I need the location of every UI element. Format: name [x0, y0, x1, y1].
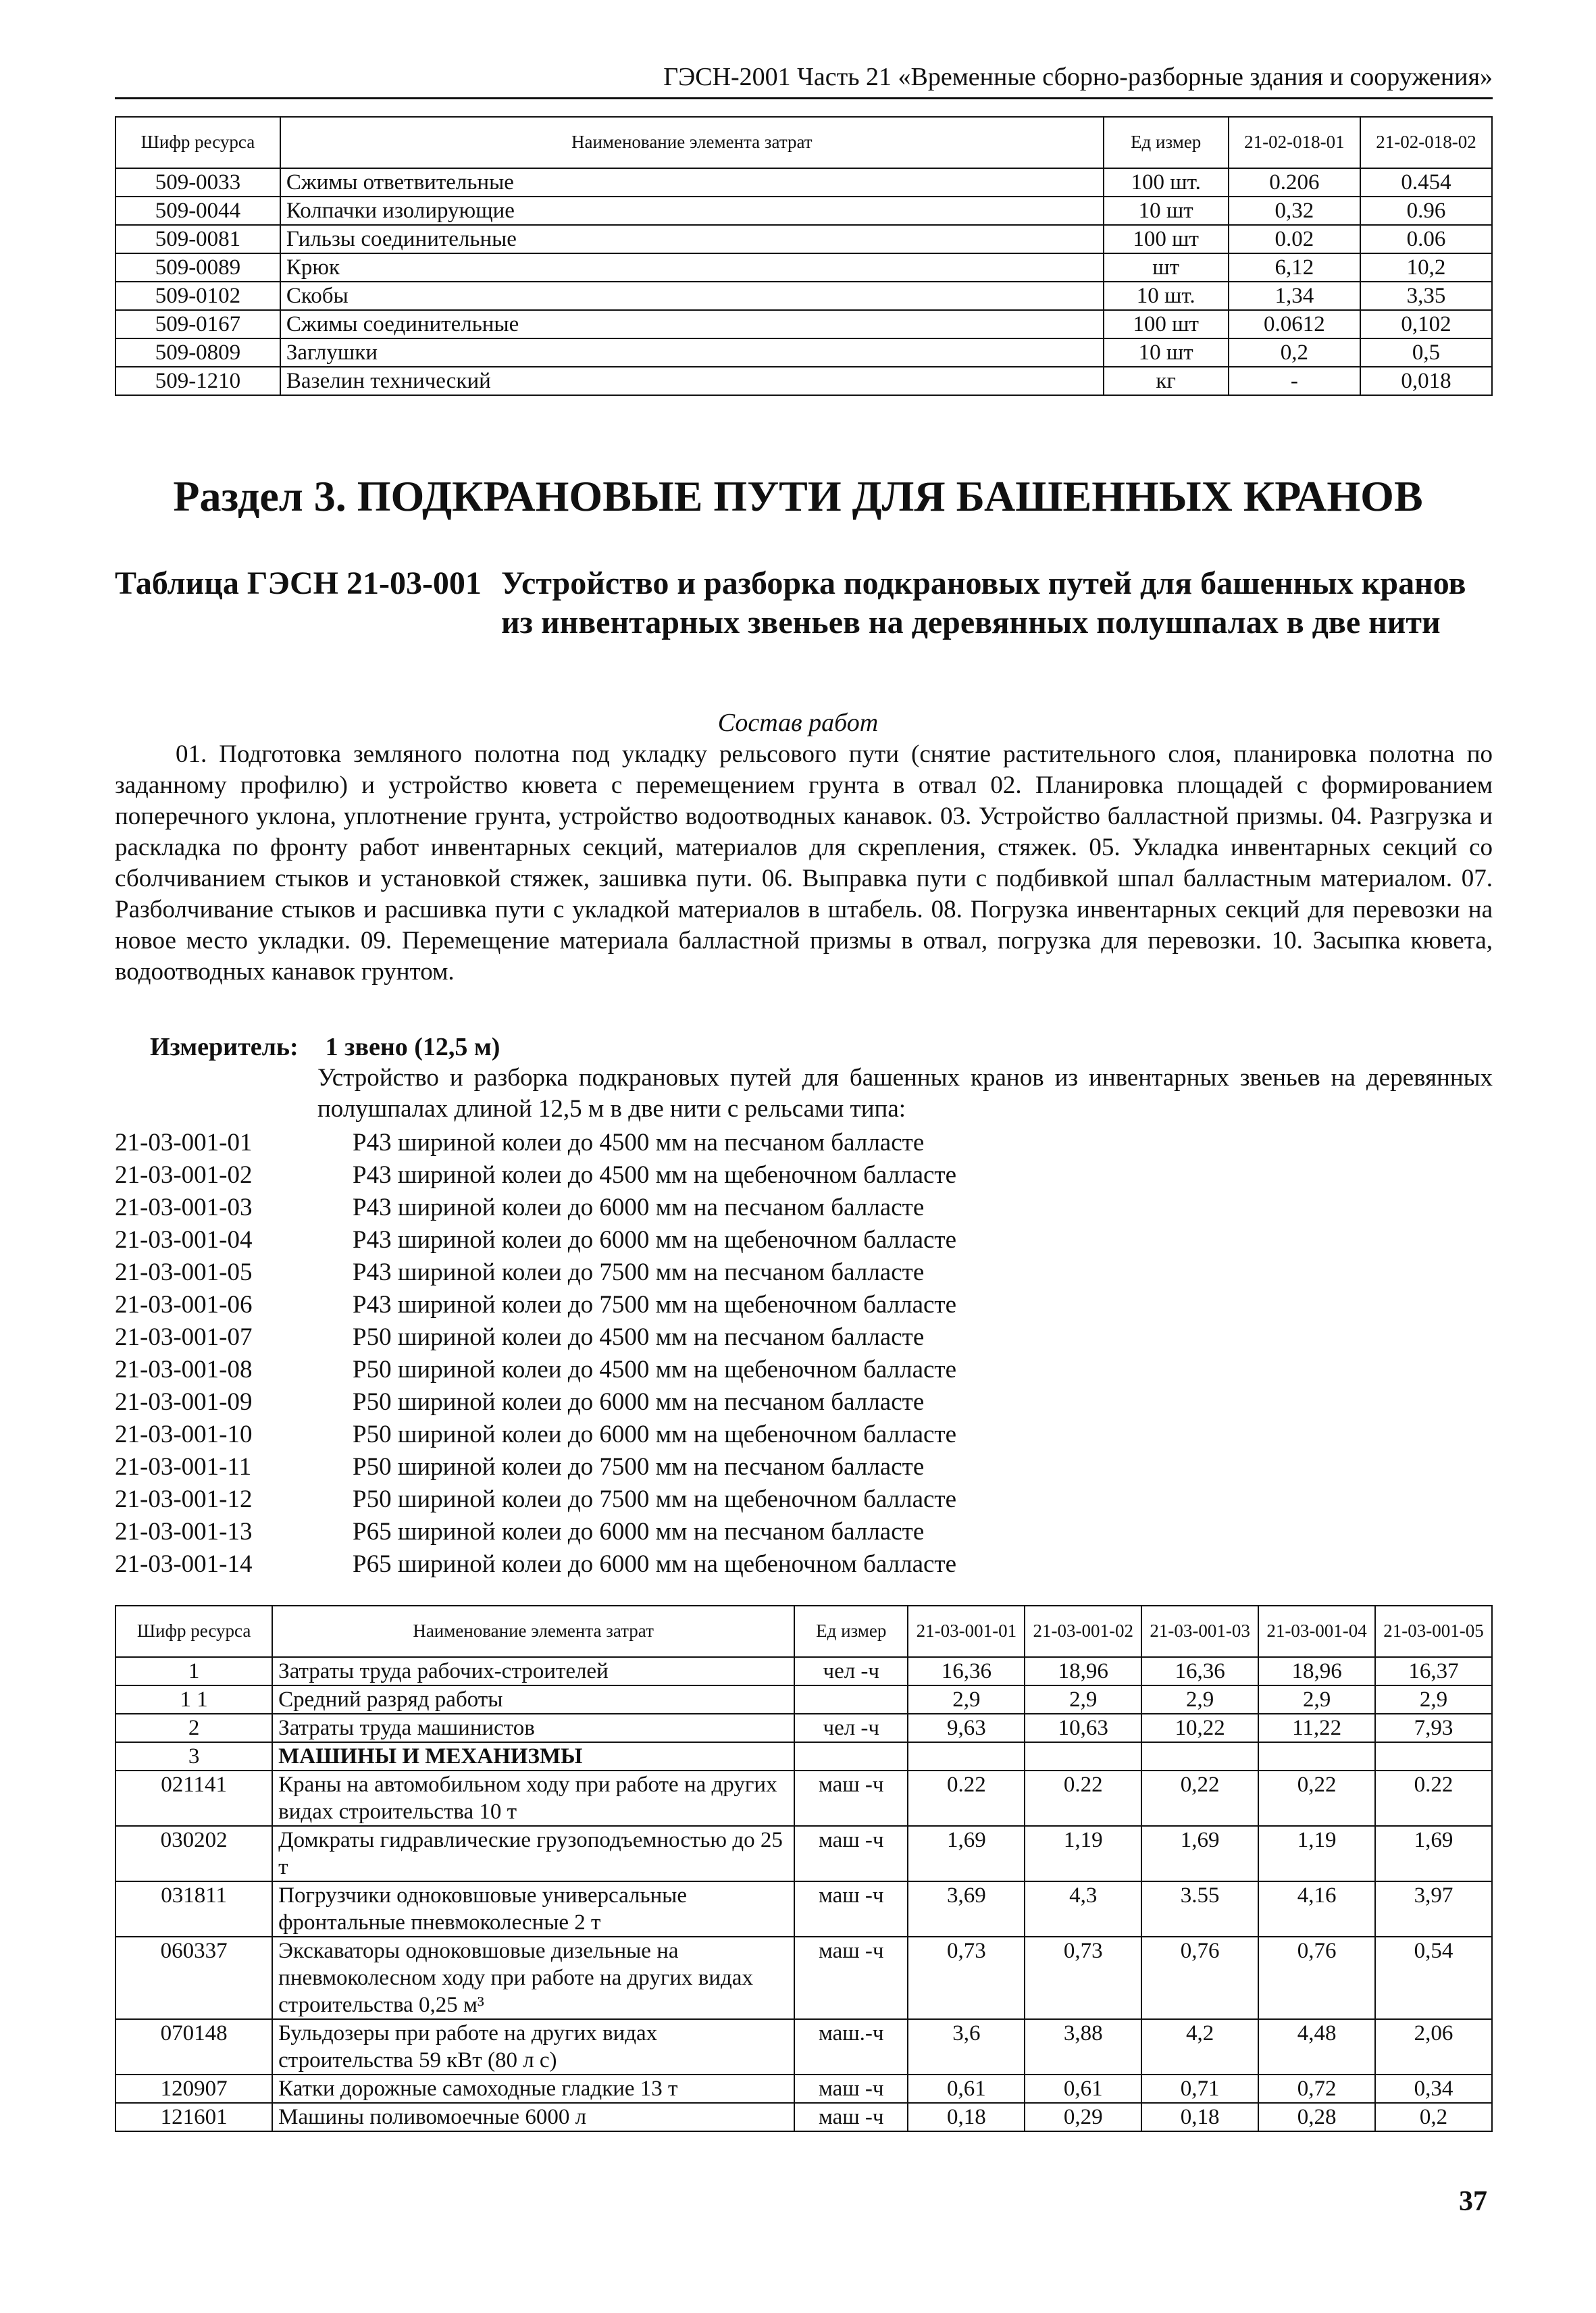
- cell-value: 0,22: [1141, 1771, 1258, 1826]
- cell-value: 2,9: [908, 1685, 1025, 1714]
- cell-name: Экскаваторы одноковшовые дизельные на пневмоколесном ходу при работе на других видах строительства 0,25 м³: [272, 1937, 794, 2019]
- cell-code: 1 1: [115, 1685, 272, 1714]
- cell-name: Гильзы соединительные: [280, 225, 1104, 253]
- table-row: [115, 225, 1492, 253]
- norm-code: 21-03-001-07: [115, 1323, 253, 1351]
- cell-code: 509-0809: [115, 338, 280, 367]
- cell-value: 1,69: [1141, 1826, 1258, 1881]
- norm-code: 21-03-001-14: [115, 1550, 253, 1578]
- norm-code: 21-03-001-13: [115, 1518, 253, 1546]
- list-item: [115, 1451, 1493, 1483]
- cell-code: 120907: [115, 2075, 272, 2103]
- cell-name: Средний разряд работы: [272, 1685, 794, 1714]
- norm-code: 21-03-001-08: [115, 1356, 253, 1383]
- cell-unit: 100 шт: [1104, 225, 1229, 253]
- cell-value: [1141, 1742, 1258, 1771]
- cell-value: 7,93: [1375, 1714, 1492, 1742]
- norm-description: Р43 шириной колеи до 6000 мм на щебеночном балласте: [353, 1226, 957, 1254]
- cell-value: 10,2: [1360, 253, 1492, 282]
- list-item: [115, 1321, 1493, 1354]
- table-row: [115, 1742, 1492, 1771]
- list-item: [115, 1548, 1493, 1581]
- norm-description: Р43 шириной колеи до 4500 мм на щебеночном балласте: [353, 1161, 957, 1189]
- cell-value: 10,22: [1141, 1714, 1258, 1742]
- cell-unit: 100 шт: [1104, 310, 1229, 338]
- cell-unit: кг: [1104, 367, 1229, 395]
- cell-unit: чел -ч: [794, 1714, 908, 1742]
- norm-code: 21-03-001-01: [115, 1129, 253, 1156]
- cell-name: Бульдозеры при работе на других видах строительства 59 кВт (80 л с): [272, 2019, 794, 2075]
- list-item: [115, 1224, 1493, 1256]
- cell-name: Затраты труда машинистов: [272, 1714, 794, 1742]
- cell-value: 11,22: [1258, 1714, 1375, 1742]
- cell-code: 509-0102: [115, 282, 280, 310]
- cell-value: 0.96: [1360, 197, 1492, 225]
- cell-value: 18,96: [1025, 1657, 1141, 1685]
- cell-value: 0.22: [1025, 1771, 1141, 1826]
- cell-value: [1258, 1742, 1375, 1771]
- cell-unit: маш -ч: [794, 1937, 908, 2019]
- norm-description: Р50 шириной колеи до 4500 мм на песчаном балласте: [353, 1323, 925, 1351]
- cell-value: 3.55: [1141, 1881, 1258, 1937]
- cell-value: 4,16: [1258, 1881, 1375, 1937]
- norm-description: Р50 шириной колеи до 6000 мм на песчаном балласте: [353, 1388, 925, 1416]
- cell-value: 0.0612: [1229, 310, 1360, 338]
- table-row: [115, 168, 1492, 197]
- cell-value: 0,5: [1360, 338, 1492, 367]
- page-number: 37: [1459, 2186, 1487, 2217]
- cell-value: 0.06: [1360, 225, 1492, 253]
- cell-value: 0,2: [1375, 2103, 1492, 2131]
- running-header: ГЭСН-2001 Часть 21 «Временные сборно-разборные здания и сооружения»: [115, 62, 1493, 99]
- list-item: [115, 1256, 1493, 1289]
- meter-value: 1 звено (12,5 м): [325, 1033, 500, 1061]
- cell-code: 070148: [115, 2019, 272, 2075]
- table-row: [115, 1714, 1492, 1742]
- cell-value: 18,96: [1258, 1657, 1375, 1685]
- cell-unit: маш -ч: [794, 1881, 908, 1937]
- cell-code: 509-0033: [115, 168, 280, 197]
- cell-value: 3,97: [1375, 1881, 1492, 1937]
- cell-code: 509-0044: [115, 197, 280, 225]
- norm-description: Р50 шириной колеи до 7500 мм на песчаном балласте: [353, 1453, 925, 1481]
- norm-description: Р43 шириной колеи до 4500 мм на песчаном балласте: [353, 1129, 925, 1156]
- section-title: Раздел 3. ПОДКРАНОВЫЕ ПУТИ ДЛЯ БАШЕННЫХ КРАНОВ: [173, 472, 1423, 520]
- table-header-row: [115, 117, 1492, 168]
- cell-value: 0.22: [1375, 1771, 1492, 1826]
- works-text: 01. Подготовка земляного полотна под укладку рельсового пути (снятие растительного слоя, планировка полотна по заданному профилю) и устройство кювета с перемещением грунта в отвал 02. Планировка площадей с формированием поперечного уклона, уплотнение грунта, устройство водоотводных канавок. 03. Устройство балластной призмы. 04. Разгрузка и раскладка по фронту работ инвентарных секций, материалов для скрепления, стяжек. 05. Укладка инвентарных секций со сболчиванием стыков и установкой стяжек, зашивка пути. 06. Выправка пути с подбивкой шпал балластным материалом. 07. Разболчивание стыков и расшивка пути с укладкой материалов в штабель. 08. Погрузка инвентарных секций для перевозки на новое место укладки. 09. Перемещение материала балластной призмы в отвал, погрузка для перевозки. 10. Засыпка кювета, водоотводных канавок грунтом.: [115, 740, 1493, 986]
- table-row: [115, 282, 1492, 310]
- cell-value: 3,88: [1025, 2019, 1141, 2075]
- list-item: [115, 1354, 1493, 1386]
- cell-unit: маш -ч: [794, 1771, 908, 1826]
- cell-value: 1,34: [1229, 282, 1360, 310]
- cell-name: Катки дорожные самоходные гладкие 13 т: [272, 2075, 794, 2103]
- col-header-norm: 21-03-001-05: [1375, 1606, 1492, 1657]
- cell-unit: маш -ч: [794, 2075, 908, 2103]
- list-item: [115, 1289, 1493, 1321]
- norm-description: Р65 шириной колеи до 6000 мм на песчаном балласте: [353, 1518, 925, 1546]
- cell-value: 0,73: [1025, 1937, 1141, 2019]
- cell-value: 0,32: [1229, 197, 1360, 225]
- table-title-text: Устройство и разборка подкрановых путей для башенных кранов из инвентарных звеньев на деревянных полушпалах в две нити: [501, 565, 1466, 640]
- cell-value: 1,19: [1258, 1826, 1375, 1881]
- cell-code: 509-0167: [115, 310, 280, 338]
- cell-value: 0.02: [1229, 225, 1360, 253]
- cell-value: 0,22: [1258, 1771, 1375, 1826]
- cell-value: 0,73: [908, 1937, 1025, 2019]
- cell-value: 0,61: [1025, 2075, 1141, 2103]
- cell-name: Вазелин технический: [280, 367, 1104, 395]
- cell-name: Машины поливомоечные 6000 л: [272, 2103, 794, 2131]
- cell-value: [908, 1742, 1025, 1771]
- table-row: [115, 1771, 1492, 1826]
- cell-name: Скобы: [280, 282, 1104, 310]
- cell-unit: 10 шт: [1104, 197, 1229, 225]
- cell-code: 509-0081: [115, 225, 280, 253]
- norm-code: 21-03-001-09: [115, 1388, 253, 1416]
- cell-value: 0,18: [1141, 2103, 1258, 2131]
- cell-code: 2: [115, 1714, 272, 1742]
- cell-unit: 10 шт: [1104, 338, 1229, 367]
- table-row: [115, 2103, 1492, 2131]
- cell-value: 0,102: [1360, 310, 1492, 338]
- cell-value: 10,63: [1025, 1714, 1141, 1742]
- cell-name: Колпачки изолирующие: [280, 197, 1104, 225]
- table-row: [115, 2075, 1492, 2103]
- list-item: [115, 1386, 1493, 1419]
- col-header-code: Шифр ресурса: [115, 1606, 272, 1657]
- cell-value: 0,28: [1258, 2103, 1375, 2131]
- col-header-norm: 21-02-018-01: [1229, 117, 1360, 168]
- cell-value: 3,69: [908, 1881, 1025, 1937]
- norm-code: 21-03-001-04: [115, 1226, 253, 1254]
- cell-value: 2,9: [1375, 1685, 1492, 1714]
- table-row: [115, 253, 1492, 282]
- table-row: [115, 338, 1492, 367]
- cell-value: 4,48: [1258, 2019, 1375, 2075]
- list-item: [115, 1516, 1493, 1548]
- cell-value: 3,35: [1360, 282, 1492, 310]
- cell-code: 509-1210: [115, 367, 280, 395]
- meter-line: [150, 1032, 500, 1062]
- table-row: [115, 197, 1492, 225]
- table-row: [115, 2019, 1492, 2075]
- col-header-norm: 21-03-001-01: [908, 1606, 1025, 1657]
- cell-unit: маш.-ч: [794, 2019, 908, 2075]
- cell-unit: чел -ч: [794, 1657, 908, 1685]
- cell-name: Сжимы соединительные: [280, 310, 1104, 338]
- norm-description: Р50 шириной колеи до 7500 мм на щебеночном балласте: [353, 1485, 957, 1513]
- norm-code: 21-03-001-02: [115, 1161, 253, 1189]
- cell-value: 0,018: [1360, 367, 1492, 395]
- works-heading: Состав работ: [717, 709, 879, 737]
- norm-code: 21-03-001-11: [115, 1453, 252, 1481]
- cell-value: [1025, 1742, 1141, 1771]
- cell-value: 0,61: [908, 2075, 1025, 2103]
- list-item: [115, 1192, 1493, 1224]
- cell-code: 1: [115, 1657, 272, 1685]
- norm-code: 21-03-001-05: [115, 1259, 253, 1286]
- meter-label: Измеритель:: [150, 1033, 299, 1061]
- col-header-norm: 21-02-018-02: [1360, 117, 1492, 168]
- list-item: [115, 1127, 1493, 1159]
- table-row: [115, 1937, 1492, 2019]
- col-header-code: Шифр ресурса: [115, 117, 280, 168]
- col-header-name: Наименование элемента затрат: [280, 117, 1104, 168]
- list-item: [115, 1483, 1493, 1516]
- cell-name: Заглушки: [280, 338, 1104, 367]
- cell-value: 6,12: [1229, 253, 1360, 282]
- cell-code: 031811: [115, 1881, 272, 1937]
- cell-value: 0,29: [1025, 2103, 1141, 2131]
- cell-code: 021141: [115, 1771, 272, 1826]
- cell-value: 16,37: [1375, 1657, 1492, 1685]
- cell-value: 0,18: [908, 2103, 1025, 2131]
- cell-value: 0.206: [1229, 168, 1360, 197]
- cell-value: 0,76: [1258, 1937, 1375, 2019]
- cell-value: 16,36: [1141, 1657, 1258, 1685]
- cell-value: 4,3: [1025, 1881, 1141, 1937]
- cell-code: 030202: [115, 1826, 272, 1881]
- table-row: [115, 367, 1492, 395]
- cell-name: Домкраты гидравлические грузоподъемностью до 25 т: [272, 1826, 794, 1881]
- col-header-norm: 21-03-001-04: [1258, 1606, 1375, 1657]
- cell-value: 0,71: [1141, 2075, 1258, 2103]
- cell-value: 0,34: [1375, 2075, 1492, 2103]
- cell-name: Сжимы ответвительные: [280, 168, 1104, 197]
- cell-value: 0.454: [1360, 168, 1492, 197]
- cell-unit: маш -ч: [794, 2103, 908, 2131]
- cell-code: 509-0089: [115, 253, 280, 282]
- col-header-norm: 21-03-001-02: [1025, 1606, 1141, 1657]
- cell-value: 4,2: [1141, 2019, 1258, 2075]
- cell-value: 2,9: [1141, 1685, 1258, 1714]
- cell-code: 121601: [115, 2103, 272, 2131]
- norm-code: 21-03-001-10: [115, 1421, 253, 1448]
- col-header-name: Наименование элемента затрат: [272, 1606, 794, 1657]
- cell-value: -: [1229, 367, 1360, 395]
- cell-name: Погрузчики одноковшовые универсальные фронтальные пневмоколесные 2 т: [272, 1881, 794, 1937]
- cell-name: Крюк: [280, 253, 1104, 282]
- norm-description: Р43 шириной колеи до 7500 мм на щебеночном балласте: [353, 1291, 957, 1319]
- cell-unit: [794, 1685, 908, 1714]
- cell-unit: 10 шт.: [1104, 282, 1229, 310]
- norm-description: Р43 шириной колеи до 6000 мм на песчаном балласте: [353, 1194, 925, 1221]
- cell-value: 9,63: [908, 1714, 1025, 1742]
- norm-description: Р50 шириной колеи до 6000 мм на щебеночном балласте: [353, 1421, 957, 1448]
- norm-code: 21-03-001-12: [115, 1485, 253, 1513]
- col-header-unit: Ед измер: [1104, 117, 1229, 168]
- table-row: [115, 310, 1492, 338]
- table-title-label: Таблица ГЭСН 21-03-001: [115, 565, 482, 601]
- cell-value: [1375, 1742, 1492, 1771]
- norm-code: 21-03-001-03: [115, 1194, 253, 1221]
- code-list: [115, 1127, 1493, 1581]
- cell-code: 060337: [115, 1937, 272, 2019]
- list-item: [115, 1159, 1493, 1192]
- cell-unit: маш -ч: [794, 1826, 908, 1881]
- cell-unit: [794, 1742, 908, 1771]
- list-item: [115, 1419, 1493, 1451]
- cell-code: 3: [115, 1742, 272, 1771]
- cell-name: МАШИНЫ И МЕХАНИЗМЫ: [272, 1742, 794, 1771]
- col-header-unit: Ед измер: [794, 1606, 908, 1657]
- cell-value: 1,19: [1025, 1826, 1141, 1881]
- cell-value: 3,6: [908, 2019, 1025, 2075]
- cell-value: 0,54: [1375, 1937, 1492, 2019]
- table-row: [115, 1657, 1492, 1685]
- norm-code: 21-03-001-06: [115, 1291, 253, 1319]
- cell-value: 1,69: [1375, 1826, 1492, 1881]
- cell-value: 0,72: [1258, 2075, 1375, 2103]
- cell-value: 0.22: [908, 1771, 1025, 1826]
- norm-description: Р50 шириной колеи до 4500 мм на щебеночном балласте: [353, 1356, 957, 1383]
- cell-value: 1,69: [908, 1826, 1025, 1881]
- table-row: [115, 1826, 1492, 1881]
- norm-description: Р65 шириной колеи до 6000 мм на щебеночном балласте: [353, 1550, 957, 1578]
- cell-name: Краны на автомобильном ходу при работе на других видах строительства 10 т: [272, 1771, 794, 1826]
- cell-name: Затраты труда рабочих-строителей: [272, 1657, 794, 1685]
- cell-unit: шт: [1104, 253, 1229, 282]
- table-header-row: [115, 1606, 1492, 1657]
- cell-value: 2,06: [1375, 2019, 1492, 2075]
- table-row: [115, 1685, 1492, 1714]
- resources-table-2: [115, 1605, 1493, 2132]
- cell-unit: 100 шт.: [1104, 168, 1229, 197]
- cell-value: 16,36: [908, 1657, 1025, 1685]
- description: Устройство и разборка подкрановых путей для башенных кранов из инвентарных звеньев на деревянных полушпалах длиной 12,5 м в две нити с рельсами типа:: [317, 1064, 1493, 1123]
- table-row: [115, 1881, 1492, 1937]
- col-header-norm: 21-03-001-03: [1141, 1606, 1258, 1657]
- norm-description: Р43 шириной колеи до 7500 мм на песчаном балласте: [353, 1259, 925, 1286]
- cell-value: 2,9: [1258, 1685, 1375, 1714]
- cell-value: 2,9: [1025, 1685, 1141, 1714]
- resources-table-1: [115, 116, 1493, 396]
- cell-value: 0,2: [1229, 338, 1360, 367]
- cell-value: 0,76: [1141, 1937, 1258, 2019]
